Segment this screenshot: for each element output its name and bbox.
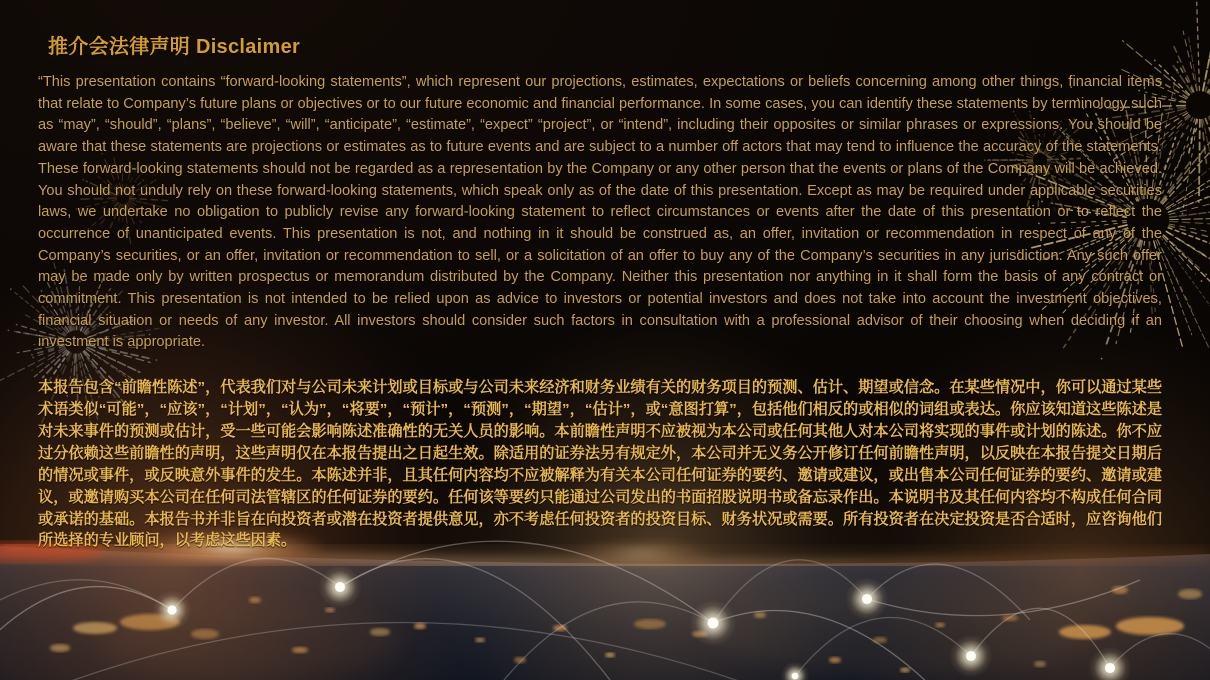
firework-spark <box>32 356 34 358</box>
city-light <box>325 608 335 613</box>
slide-title: 推介会法律声明 Disclaimer <box>48 36 301 58</box>
firework-spark <box>31 354 33 356</box>
firework-streak <box>1168 189 1210 213</box>
node-core <box>167 605 176 614</box>
firework-streak <box>1168 228 1210 252</box>
firework-spark <box>16 324 18 326</box>
city-light <box>935 623 945 628</box>
firework-spark <box>10 288 12 290</box>
city-light <box>292 647 308 653</box>
city-light <box>1116 617 1184 635</box>
firework-streak <box>1203 9 1210 91</box>
city-light <box>829 657 841 663</box>
city-light <box>1034 661 1046 667</box>
city-light <box>414 623 426 629</box>
node-core <box>335 582 345 592</box>
node-core <box>792 673 799 680</box>
city-light <box>605 653 615 658</box>
node-core <box>708 618 719 629</box>
firework-spark <box>1205 273 1207 275</box>
city-light <box>191 629 219 639</box>
city-light <box>370 628 390 636</box>
firework-spark <box>1165 198 1167 200</box>
node-core <box>966 651 976 661</box>
city-light <box>1178 589 1202 599</box>
city-light <box>249 597 261 603</box>
city-light <box>900 668 910 673</box>
node-core <box>1105 663 1115 673</box>
firework-streak <box>1167 152 1210 210</box>
firework-spark <box>1198 201 1200 203</box>
english-disclaimer-text: “This presentation contains “forward-looking statements”, which represent our projections, estimates, expectations or beliefs concerning among other things, financial items that relate to Company’s future plans or objectives or to our future economic and financial performance. In some cases, you can identify these statements by terminology such as “may”, “should”, “plans”, “believe”, “will”, “anticipate”, “estimate”, “expect” “project”, or “intend”, including their opposites or similar phrases or expressions. You should be aware that these statements are projections or estimates as to future events and are subject to a number off actors that may tend to influence the accuracy of the statements. These forward-looking statements should not be regarded as a representation by the Company or any other person that the events or plans of the Company will be achieved. You should not unduly rely on these forward-looking statements, which speak only as of the date of this presentation. Except as may be required under applicable securities laws, we undertake no obligation to publicly revise any forward-looking statement to reflect circumstances or events after the date of this presentation or to reflect the occurrence of unanticipated events. This presentation is not, and nothing in it should be construed as, an offer, invitation or recommendation in respect of any of the Company’s securities, or an offer, invitation or recommendation to sell, or a solicitation of an offer to buy any of the Company’s securities in any jurisdiction. Any such offer may be made only by written prospectus or memorandum distributed by the Company. Neither this presentation nor anything in it shall form the basis of any contract or commitment. This presentation is not intended to be relied upon as advice to investors or potential investors and does not take into account the investment objectives, financial situation or needs of any investor. All investors should consider such factors in consultation with a professional advisor of their choosing when deciding if an investment is appropriate. <box>38 74 1162 351</box>
firework-streak <box>1189 37 1198 90</box>
firework-streak <box>1169 224 1210 234</box>
firework-streak <box>1162 236 1195 274</box>
firework-streak <box>1170 221 1210 227</box>
node-core <box>862 594 872 604</box>
firework-spark <box>1201 280 1203 282</box>
firework-streak <box>1161 238 1210 334</box>
firework-streak <box>1168 119 1195 193</box>
firework-streak <box>1170 218 1210 220</box>
firework-streak <box>1183 120 1197 208</box>
city-light <box>73 622 117 634</box>
firework-spark <box>8 329 10 331</box>
firework-streak <box>1166 232 1210 274</box>
firework-streak <box>1197 2 1200 90</box>
slide-content <box>38 30 1162 552</box>
city-light <box>754 612 766 618</box>
firework-streak <box>1159 115 1189 141</box>
firework-spark <box>1182 213 1184 215</box>
city-light <box>475 638 485 643</box>
firework-streak <box>1199 120 1200 196</box>
city-light <box>50 644 70 652</box>
city-light <box>634 619 666 629</box>
firework-streak <box>1169 192 1210 215</box>
chinese-disclaimer-text: 本报告包含“前瞻性陈述”，代表我们对与公司未来计划或目标或与公司未来经济和财务业绩有关的财务项目的预测、估计、期望或信念。在某些情况中，你可以通过某些术语类似“可能”，“应该”，“计划”，“认为”，“将要”，“预计”，“预测”，“期望”，“估计”，或“意图打算”，包括他们相反的或相似的词组或表达。你应该知道这些陈述是对未来事件的预测或估计，受一些可能会影响陈述准确性的无关人员的影响。本前瞻性声明不应被视为本公司或任何其他人对本公司将实现的事件或计划的陈述。你不应过分依赖这些前瞻性的声明，这些声明仅在本报告提出之日起生效。除适用的证券法另有规定外，本公司并无义务公开修订任何前瞻性声明，以反映在本报告提交日期后的情况或事件，或反映意外事件的发生。本陈述并非，且其任何内容均不应被解释为有关本公司任何证券的要约、邀请或建议，或出售本公司任何证券的要约、邀请或建议，或邀请购买本公司在任何司法管辖区的任何证券的要约。任何该等要约只能通过公司发出的书面招股说明书或备忘录作出。本说明书及其任何内容均不构成任何合同或承诺的基础。本报告书并非旨在向投资者或潜在投资者提供意见，亦不考虑任何投资者的投资目标、财务状况或需要。所有投资者在决定投资是否合适时，应咨询他们所选择的专业顾问，以考虑这些因素。 <box>38 379 1162 550</box>
firework-streak <box>1163 235 1210 321</box>
